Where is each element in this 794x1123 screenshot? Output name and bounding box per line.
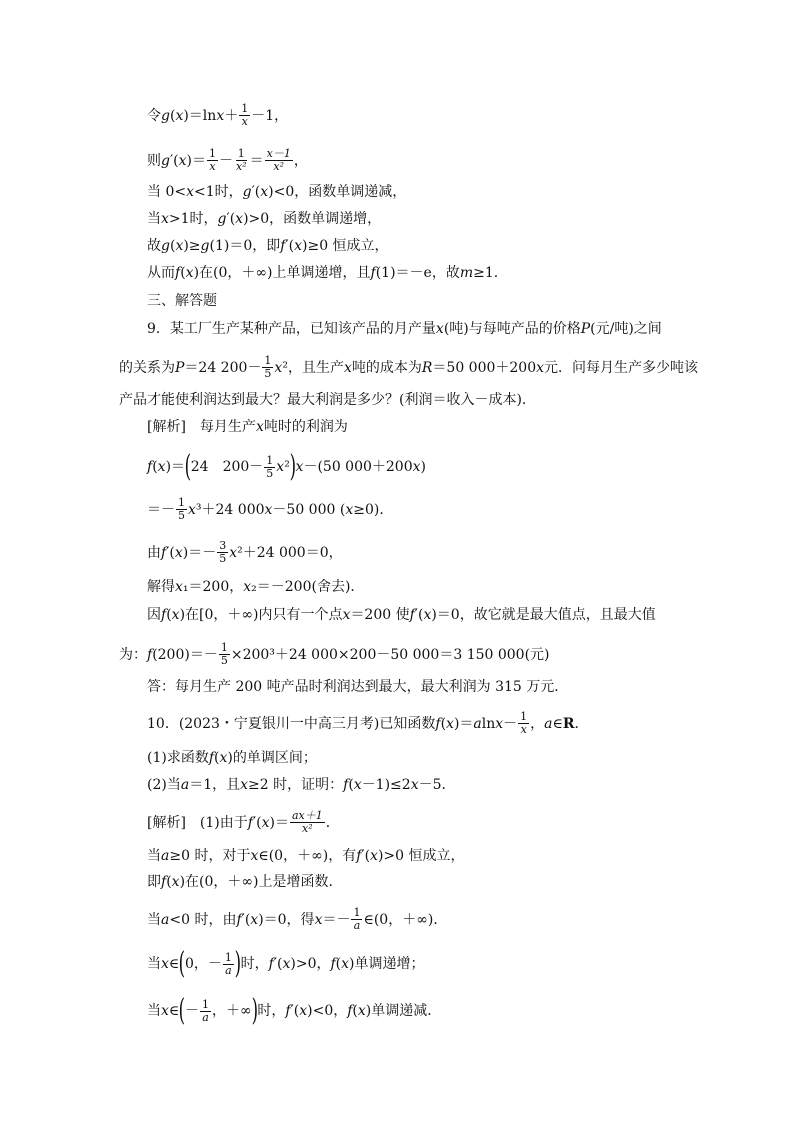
fraction: $\frac{1}{\text{x²}}$ bbox=[235, 147, 247, 173]
text-line: 的关系为 P ＝24 200－ $\frac{1}{5}$ x ²，且生产 x 吨的成本为 R ＝50 000＋200 x 元．问每月生产多少吨该 bbox=[119, 354, 699, 380]
text-line: 当 0< x <1时， g ′( x )<0，函数单调递减， bbox=[147, 184, 407, 200]
text-line: 故 g ( x )≥ g (1)＝0，即 f ′( x )≥0 恒成立， bbox=[147, 238, 389, 254]
text-line: 为： f (200)＝－ $\frac{1}{5}$ ×200³＋24 000×200－50 000＝3 150 000(元) bbox=[119, 641, 550, 667]
text-line: 因 f ( x )在[0，＋∞)内只有一个点 x ＝200 使 f ′( x )＝0，故它就是最大值点，且最大值 bbox=[147, 607, 656, 623]
fraction: $\frac{1}{a}$ bbox=[202, 997, 209, 1024]
fraction: $\frac{1}{5}$ bbox=[266, 453, 274, 480]
text-line: 从而 f ( x )在(0，＋∞)上单调递增，且 f (1)＝－e，故 m ≥1. bbox=[147, 265, 499, 281]
section-heading: 三、解答题 bbox=[147, 293, 217, 309]
text-line: 由 f ′( x )＝－ $\frac{3}{5}$ x ²＋24 000＝0， bbox=[147, 539, 343, 565]
text-line: 解得 x ₁＝200， x ₂＝－200(舍去)． bbox=[147, 579, 365, 595]
fraction: $\frac{1}{5}$ bbox=[220, 641, 228, 667]
text-line: 则 g ′( x )＝ $\frac{1}{x}$ － $\frac{1}{\text{x²}}$ ＝ $\frac{x-1}{\text{x²}}$ ， bbox=[147, 147, 308, 173]
fraction: $\frac{1}{x}$ bbox=[520, 710, 528, 736]
fraction: $\frac{1}{5}$ bbox=[264, 354, 272, 380]
text-line: (2)当 a ＝1，且 x ≥2 时，证明： f ( x －1)≤2 x －5． bbox=[147, 777, 456, 793]
fraction: $\frac{1}{x}$ bbox=[208, 147, 216, 173]
fraction: $\frac{1}{x}$ bbox=[241, 102, 249, 128]
text-line: 当 a ≥0 时，对于 x ∈(0，＋∞)，有 f ′( x )>0 恒成立， bbox=[147, 848, 465, 864]
text-line: 10．(2023・宁夏银川一中高三月考)已知函数 f ( x )＝ a ln x － $\frac{1}{x}$ ， a ∈ R ． bbox=[147, 710, 589, 736]
text-line: 产品才能使利润达到最大？最大利润是多少？(利润＝收入－成本)． bbox=[119, 392, 536, 408]
text-line: 当 x >1时， g ′( x )>0，函数单调递增， bbox=[147, 211, 382, 227]
text-line: 即 f ( x )在(0，＋∞)上是增函数． bbox=[147, 874, 343, 890]
text-line: [解析] (1)由于 f ′( x )＝ $\frac{ax+1}{\text{x²}}$ ． bbox=[147, 809, 340, 835]
text-line: 当 x ∈ ( 0，－ $\frac{1}{a}$ ) 时， f ′( x )>0， f ( x )单调递增； bbox=[147, 946, 425, 981]
text-line: (1)求函数 f ( x )的单调区间； bbox=[147, 750, 317, 766]
fraction: $\frac{3}{5}$ bbox=[219, 539, 227, 565]
fraction: $\frac{x-1}{\text{x²}}$ bbox=[266, 147, 291, 173]
text-line: 当 x ∈ ( － $\frac{1}{a}$ ，＋∞ ) 时， f ′( x )<0， f ( x )单调递减． bbox=[147, 993, 442, 1028]
text-line: 答：每月生产 200 吨产品时利润达到最大，最大利润为 315 万元． bbox=[147, 679, 569, 695]
fraction: $\frac{1}{a}$ bbox=[353, 906, 361, 932]
fraction: $\frac{1}{a}$ bbox=[224, 950, 232, 977]
fraction: $\frac{ax+1}{\text{x²}}$ bbox=[291, 809, 323, 835]
text-line: f ( x )＝ ( 24 200－ $\frac{1}{5}$ x ² ) x －(50 000＋200 x ) bbox=[147, 449, 426, 484]
text-line: [解析] 每月生产 x 吨时的利润为 bbox=[147, 419, 348, 435]
text-line: 令 g ( x )＝ln x ＋ $\frac{1}{x}$ －1， bbox=[147, 102, 289, 128]
fraction: $\frac{1}{5}$ bbox=[178, 496, 185, 522]
text-line: ＝－ $\frac{1}{5}$ x ³＋24 000 x －50 000 ( x ≥0)． bbox=[147, 496, 394, 522]
text-line: 当 a <0 时，由 f ′( x )＝0，得 x ＝－ $\frac{1}{a}$ ∈(0，＋∞)． bbox=[147, 906, 448, 932]
text-line: 9．某工厂生产某种产品，已知该产品的月产量 x (吨)与每吨产品的价格 P (元/吨)之间 bbox=[147, 321, 662, 337]
